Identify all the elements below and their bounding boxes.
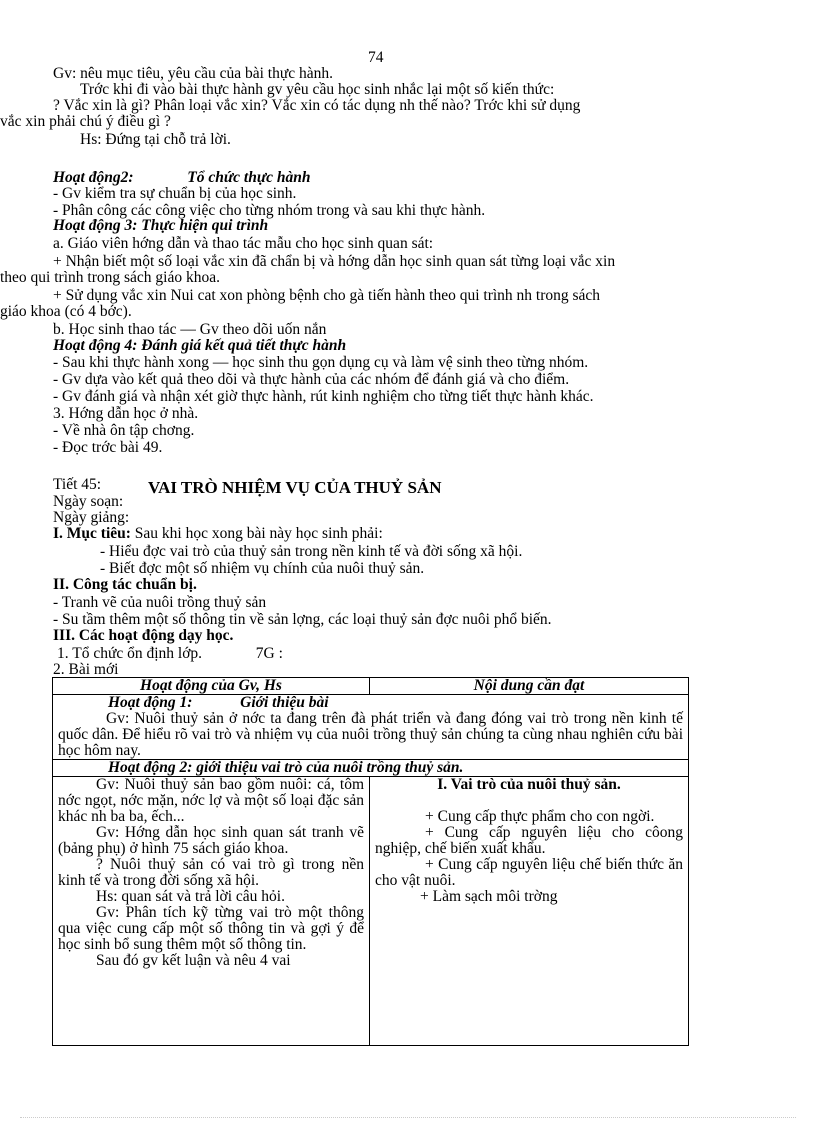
activity3-line-2: + Nhận biết một số loại vắc xin đã chẩn bị và hớng dẫn học sinh quan sát từng loại vắc xin — [53, 253, 616, 270]
activity3-line-6: b. Học sinh thao tác — Gv theo dõi uốn nắn — [53, 321, 327, 338]
right-item: + Cung cấp nguyên liệu cho côong nghiệp, chế biến xuất khẩu. — [375, 824, 683, 857]
activity3-line-1: a. Giáo viên hớng dẫn và thao tác mẫu cho học sinh quan sát: — [53, 235, 434, 252]
right-title: I. Vai trò của nuôi thuỷ sản. — [437, 776, 621, 793]
activity4-line-5: - Về nhà ôn tập chơng. — [53, 422, 195, 439]
row1-text: Gv: Nuôi thuỷ sản ở nớc ta đang trên đà phát triển và đang đóng vai trò trong nền kinh tế quốc dân. Để hiểu rõ vai trò và nhiệm vụ của nuôi trồng thuỷ sản chúng ta cùng nhau nghiên cứu bài học hôm nay. — [58, 710, 683, 759]
left-paragraph: Gv: Nuôi thuỷ sản bao gồm nuôi: cá, tôm nớc ngọt, nớc mặn, nớc lợ và một số loại đặc sản khác nh ba ba, ếch... — [58, 776, 364, 825]
table-row — [53, 777, 689, 1046]
page-number: 74 — [368, 49, 384, 66]
activity4-line-4: 3. Hớng dẫn học ở nhà. — [53, 405, 199, 422]
activity3-heading: Hoạt động 3: Thực hiện qui trình — [53, 217, 269, 234]
section2-item-1: - Tranh vẽ của nuôi trồng thuỷ sản — [53, 594, 267, 611]
right-content-cell — [370, 777, 689, 1046]
activity2-title: Tổ chức thực hành — [187, 169, 311, 186]
step1-line — [57, 646, 283, 662]
activity2-line-1: - Gv kiểm tra sự chuẩn bị của học sinh. — [53, 185, 297, 202]
row1-heading — [58, 695, 683, 711]
intro-line-4: vắc xin phải chú ý điều gì ? — [0, 113, 171, 130]
intro-line-1: Gv: nêu mục tiêu, yêu cầu của bài thực hành. — [53, 65, 333, 82]
intro-cell — [53, 695, 689, 760]
section1-intro: Sau khi học xong bài này học sinh phải: — [134, 525, 383, 542]
left-paragraph: ? Nuôi thuỷ sản có vai trò gì trong nền kinh tế và trong đời sống xã hội. — [58, 856, 364, 889]
activity2-line-2: - Phân công các công việc cho từng nhóm trong và sau khi thực hành. — [53, 202, 486, 219]
prep-date: Ngày soạn: — [53, 493, 124, 510]
section1-item-2: - Biết đợc một số nhiệm vụ chính của nuôi thuỷ sản. — [100, 560, 425, 577]
teach-date: Ngày giảng: — [53, 509, 130, 526]
table-header-row — [53, 678, 689, 695]
activity4-heading: Hoạt động 4: Đánh giá kết quả tiết thực hành — [53, 337, 347, 354]
activity4-line-6: - Đọc trớc bài 49. — [53, 439, 163, 456]
activity3-line-3: theo qui trình trong sách giáo khoa. — [0, 269, 220, 286]
intro-line-5: Hs: Đứng tại chỗ trả lời. — [80, 131, 231, 148]
class-label: 7G : — [255, 645, 283, 662]
intro-line-3: ? Vắc xin là gì? Phân loại vắc xin? Vắc xin có tác dụng nh thế nào? Trớc khi sử dụng — [53, 97, 581, 114]
lesson-title: VAI TRÒ NHIỆM VỤ CỦA THUỶ SẢN — [148, 478, 442, 497]
activity-table — [52, 677, 689, 1046]
activity3-line-4: + Sử dụng vắc xin Nui cat xon phòng bệnh cho gà tiến hành theo qui trình nh trong sách — [53, 287, 601, 304]
table-row — [53, 760, 689, 777]
activity2-label: Hoạt động2: — [53, 169, 134, 186]
left-paragraph: Hs: quan sát và trả lời câu hỏi. — [96, 888, 285, 905]
col1-header: Hoạt động của Gv, Hs — [53, 678, 370, 695]
left-paragraph: Gv: Phân tích kỹ từng vai trò một thông qua việc cung cấp một số thông tin và gợi ý để học sinh bổ sung thêm một số thông tin. — [58, 904, 364, 953]
left-content-cell — [53, 777, 370, 1046]
activity2-heading — [53, 170, 311, 186]
section2-item-2: - Su tầm thêm một số thông tin về sản lợng, các loại thuỷ sản đợc nuôi phổ biến. — [53, 611, 552, 628]
left-paragraph: Sau đó gv kết luận và nêu 4 vai — [96, 952, 291, 969]
lesson-number: Tiết 45: — [53, 476, 102, 493]
activity3-line-5: giáo khoa (có 4 bớc). — [0, 303, 132, 320]
section2-label: II. Công tác chuẩn bị. — [53, 576, 197, 593]
section1-item-1: - Hiểu đợc vai trò của thuỷ sản trong nền kinh tế và đời sống xã hội. — [100, 543, 523, 560]
row2-heading: Hoạt động 2: giới thiệu vai trò của nuôi trồng thuỷ sản. — [53, 760, 689, 777]
activity4-line-1: - Sau khi thực hành xong — học sinh thu gọn dụng cụ và làm vệ sinh theo từng nhóm. — [53, 354, 589, 371]
step1: 1. Tổ chức ổn định lớp. — [57, 645, 203, 662]
right-item: + Cung cấp nguyên liệu chế biến thức ăn cho vật nuôi. — [375, 856, 683, 889]
col2-header: Nội dung cần đạt — [370, 678, 689, 695]
activity4-line-2: - Gv dựa vào kết quả theo dõi và thực hành của các nhóm để đánh giá và cho điểm. — [53, 371, 570, 388]
activity4-line-3: - Gv đánh giá và nhận xét giờ thực hành, rút kinh nghiệm cho từng tiết thực hành khác. — [53, 388, 594, 405]
step2: 2. Bài mới — [53, 661, 119, 678]
right-item: + Cung cấp thực phẩm cho con ngời. — [425, 808, 655, 825]
section3-label: III. Các hoạt động dạy học. — [53, 627, 234, 644]
section1-line — [53, 526, 383, 542]
table-row — [53, 695, 689, 760]
right-item: + Làm sạch môi trờng — [420, 888, 558, 905]
row1-label: Hoạt động 1: — [108, 694, 193, 711]
intro-line-2: Trớc khi đi vào bài thực hành gv yêu cầu học sinh nhắc lại một số kiến thức: — [80, 81, 555, 98]
section1-label: I. Mục tiêu: — [53, 525, 131, 542]
row1-title: Giới thiệu bài — [240, 694, 329, 711]
page-footer-divider — [20, 1117, 796, 1118]
left-paragraph: Gv: Hớng dẫn học sinh quan sát tranh vẽ (bảng phụ) ở hình 75 sách giáo khoa. — [58, 824, 364, 857]
